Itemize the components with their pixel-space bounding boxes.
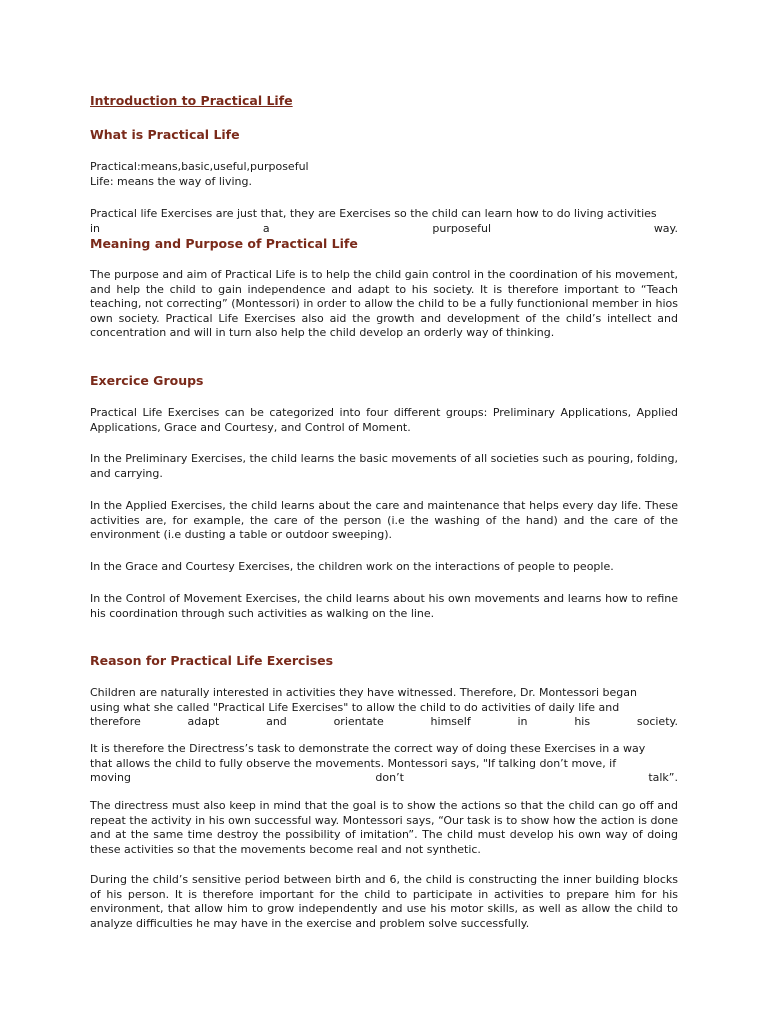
paragraph-children-line: Children are naturally interested in activities they have witnessed. Therefore, Dr. Montessori began [90, 686, 637, 699]
spread-word: therefore [90, 715, 141, 729]
paragraph-directress [90, 742, 678, 786]
spread-word: in [517, 715, 528, 729]
spread-word: moving [90, 771, 131, 785]
spread-word: orientate [333, 715, 384, 729]
spread-word: in [90, 221, 101, 235]
paragraph-directress-spread [90, 771, 678, 786]
spread-word: talk”. [648, 771, 678, 785]
heading-what-is-practical-life: What is Practical Life [90, 127, 240, 142]
heading-meaning-purpose: Meaning and Purpose of Practical Life [90, 236, 358, 251]
paragraph-children-spread [90, 715, 678, 730]
paragraph-applied: In the Applied Exercises, the child learns about the care and maintenance that helps every day life. These activities are, for example, the care of the person (i.e the washing of the hand) and the care of the environment (i.e dusting a table or outdoor sweeping). [90, 499, 678, 542]
paragraph-directress-line: It is therefore the Directress’s task to demonstrate the correct way of doing these Exercises in a way [90, 742, 646, 755]
spread-word: don’t [375, 771, 404, 785]
spread-word: his [574, 715, 591, 729]
spread-word: society. [636, 715, 678, 729]
heading-reason: Reason for Practical Life Exercises [90, 653, 334, 668]
paragraph-goal: The directress must also keep in mind that the goal is to show the actions so that the child can go off and repeat the activity in his own successful way. Montessori says, “Our task is to show how the action is done and at the same time destroy the possibility of imitation”. The child must develop his own way of doing these activities so that the movements become real and not synthetic. [90, 799, 678, 856]
document-title: Introduction to Practical Life [90, 93, 293, 108]
spread-word: himself [430, 715, 471, 729]
paragraph-control: In the Control of Movement Exercises, the child learns about his own movements and learns how to refine his coordination through such activities as walking on the line. [90, 592, 678, 620]
paragraph-purpose: The purpose and aim of Practical Life is to help the child gain control in the coordination of his movement, and help the child to gain independence and adapt to his society. It is therefore important to “Teach teaching, not correcting” (Montessori) in order to allow the child to be a fully functionional member in hios own society. Practical Life Exercises also aid the growth and development of the child’s intellect and concentration and will in turn also help the child develop an orderly way of thinking. [90, 268, 678, 340]
paragraph-exercises-line: Practical life Exercises are just that, they are Exercises so the child can learn how to do living activities [90, 207, 657, 220]
spread-word: a [262, 221, 270, 235]
paragraph-directress-line: that allows the child to fully observe the movements. Montessori says, "If talking don’t move, if [90, 756, 617, 770]
spread-word: purposeful [432, 221, 491, 235]
paragraph-exercises-spread [90, 222, 678, 237]
definition-practical: Practical:means,basic,useful,purposeful [90, 160, 309, 173]
spread-word: way. [653, 221, 678, 235]
paragraph-preliminary: In the Preliminary Exercises, the child learns the basic movements of all societies such as pouring, folding, and carrying. [90, 452, 678, 480]
heading-exercice-groups: Exercice Groups [90, 373, 204, 388]
paragraph-children-line: using what she called "Practical Life Exercises" to allow the child to do activities of daily life and [90, 700, 620, 714]
paragraph-exercises [90, 207, 678, 236]
paragraph-sensitive-period: During the child’s sensitive period between birth and 6, the child is constructing the inner building blocks of his person. It is therefore important for the child to participate in activities to prepare him for his environment, that allow him to grow independently and use his motor skills, as well as allow the child to analyze difficulties he may have in the exercise and problem solve successfully. [90, 873, 678, 930]
definition-block [90, 160, 678, 189]
paragraph-grace: In the Grace and Courtesy Exercises, the children work on the interactions of people to people. [90, 560, 614, 573]
spread-word: adapt [187, 715, 220, 729]
spread-word: and [266, 715, 287, 729]
paragraph-children [90, 686, 678, 730]
paragraph-groups: Practical Life Exercises can be categorized into four different groups: Preliminary Applications, Applied Applications, Grace and Courtesy, and Control of Moment. [90, 406, 678, 434]
definition-life: Life: means the way of living. [90, 174, 252, 188]
